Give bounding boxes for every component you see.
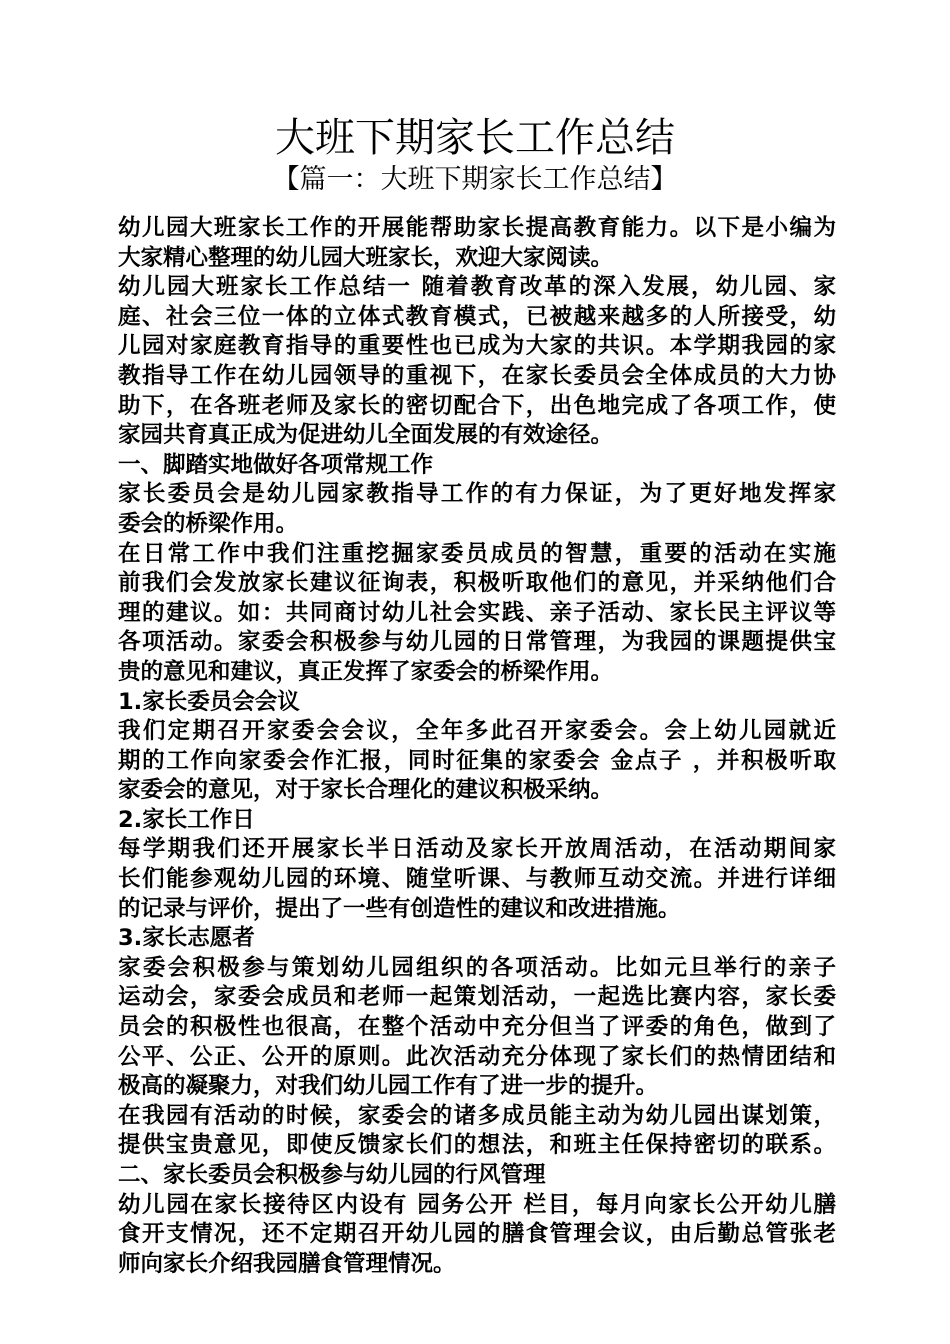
body-line: 长们能参观幼儿园的环境、随堂听课、与教师互动交流。并进行详细	[118, 866, 836, 893]
body-line: 2.家长工作日	[118, 806, 255, 833]
document-body	[118, 214, 836, 1279]
body-line: 幼儿园大班家长工作总结一 随着教育改革的深入发展，幼儿园、家	[118, 274, 836, 301]
body-line: 教指导工作在幼儿园领导的重视下，在家长委员会全体成员的大力协	[118, 362, 836, 389]
body-line: 二、家长委员会积极参与幼儿园的行风管理	[118, 1162, 546, 1188]
body-line: 一、脚踏实地做好各项常规工作	[118, 451, 434, 478]
body-line: 的记录与评价，提出了一些有创造性的建议和改进措施。	[118, 895, 681, 922]
body-line: 运动会，家委会成员和老师一起策划活动，一起选比赛内容，家长委	[118, 984, 836, 1011]
body-line: 期的工作向家委会作汇报，同时征集的家委会 金点子 ，并积极听取	[118, 747, 836, 774]
body-line: 前我们会发放家长建议征询表，积极听取他们的意见，并采纳他们合	[118, 570, 836, 597]
body-line: 助下，在各班老师及家长的密切配合下，出色地完成了各项工作，使	[118, 392, 836, 419]
body-line: 大家精心整理的幼儿园大班家长，欢迎大家阅读。	[118, 244, 614, 271]
body-line: 每学期我们还开展家长半日活动及家长开放周活动，在活动期间家	[118, 836, 836, 863]
body-line: 师向家长介绍我园膳食管理情况。	[118, 1250, 456, 1277]
body-line: 贵的意见和建议，真正发挥了家委会的桥梁作用。	[118, 658, 614, 685]
body-line: 儿园对家庭教育指导的重要性也已成为大家的共识。本学期我园的家	[118, 333, 836, 360]
body-line: 家园共育真正成为促进幼儿全面发展的有效途径。	[118, 422, 614, 449]
body-line: 1.家长委员会会议	[118, 688, 300, 715]
body-line: 食开支情况，还不定期召开幼儿园的膳食管理会议，由后勤总管张老	[118, 1221, 836, 1248]
document-subtitle: 【篇一：大班下期家长工作总结】	[272, 164, 678, 195]
body-line: 在我园有活动的时候，家委会的诸多成员能主动为幼儿园出谋划策，	[118, 1102, 836, 1129]
body-line: 公平、公正、公开的原则。此次活动充分体现了家长们的热情团结和	[118, 1043, 836, 1070]
body-line: 幼儿园大班家长工作的开展能帮助家长提高教育能力。以下是小编为	[118, 215, 836, 241]
body-line: 员会的积极性也很高，在整个活动中充分但当了评委的角色，做到了	[118, 1014, 836, 1041]
body-line: 理的建议。如：共同商讨幼儿社会实践、亲子活动、家长民主评议等	[118, 599, 836, 626]
body-line: 在日常工作中我们注重挖掘家委员成员的智慧，重要的活动在实施	[118, 540, 836, 567]
body-line: 家委会的意见，对于家长合理化的建议积极采纳。	[118, 777, 614, 804]
body-line: 提供宝贵意见，即使反馈家长们的想法，和班主任保持密切的联系。	[118, 1132, 836, 1159]
body-line: 极高的凝聚力，对我们幼儿园工作有了进一步的提升。	[118, 1073, 659, 1100]
body-line: 各项活动。家委会积极参与幼儿园的日常管理，为我园的课题提供宝	[118, 629, 836, 656]
body-line: 家长委员会是幼儿园家教指导工作的有力保证，为了更好地发挥家	[118, 481, 836, 508]
body-line: 庭、社会三位一体的立体式教育模式，已被越来越多的人所接受，幼	[118, 303, 836, 330]
body-line: 我们定期召开家委会会议，全年多此召开家委会。会上幼儿园就近	[118, 718, 836, 745]
document-title: 大班下期家长工作总结	[275, 115, 675, 161]
body-line: 3.家长志愿者	[118, 925, 255, 952]
body-line: 委会的桥梁作用。	[118, 510, 299, 537]
body-line: 幼儿园在家长接待区内设有 园务公开 栏目，每月向家长公开幼儿膳	[118, 1191, 836, 1218]
body-line: 家委会积极参与策划幼儿园组织的各项活动。比如元旦举行的亲子	[118, 954, 836, 981]
